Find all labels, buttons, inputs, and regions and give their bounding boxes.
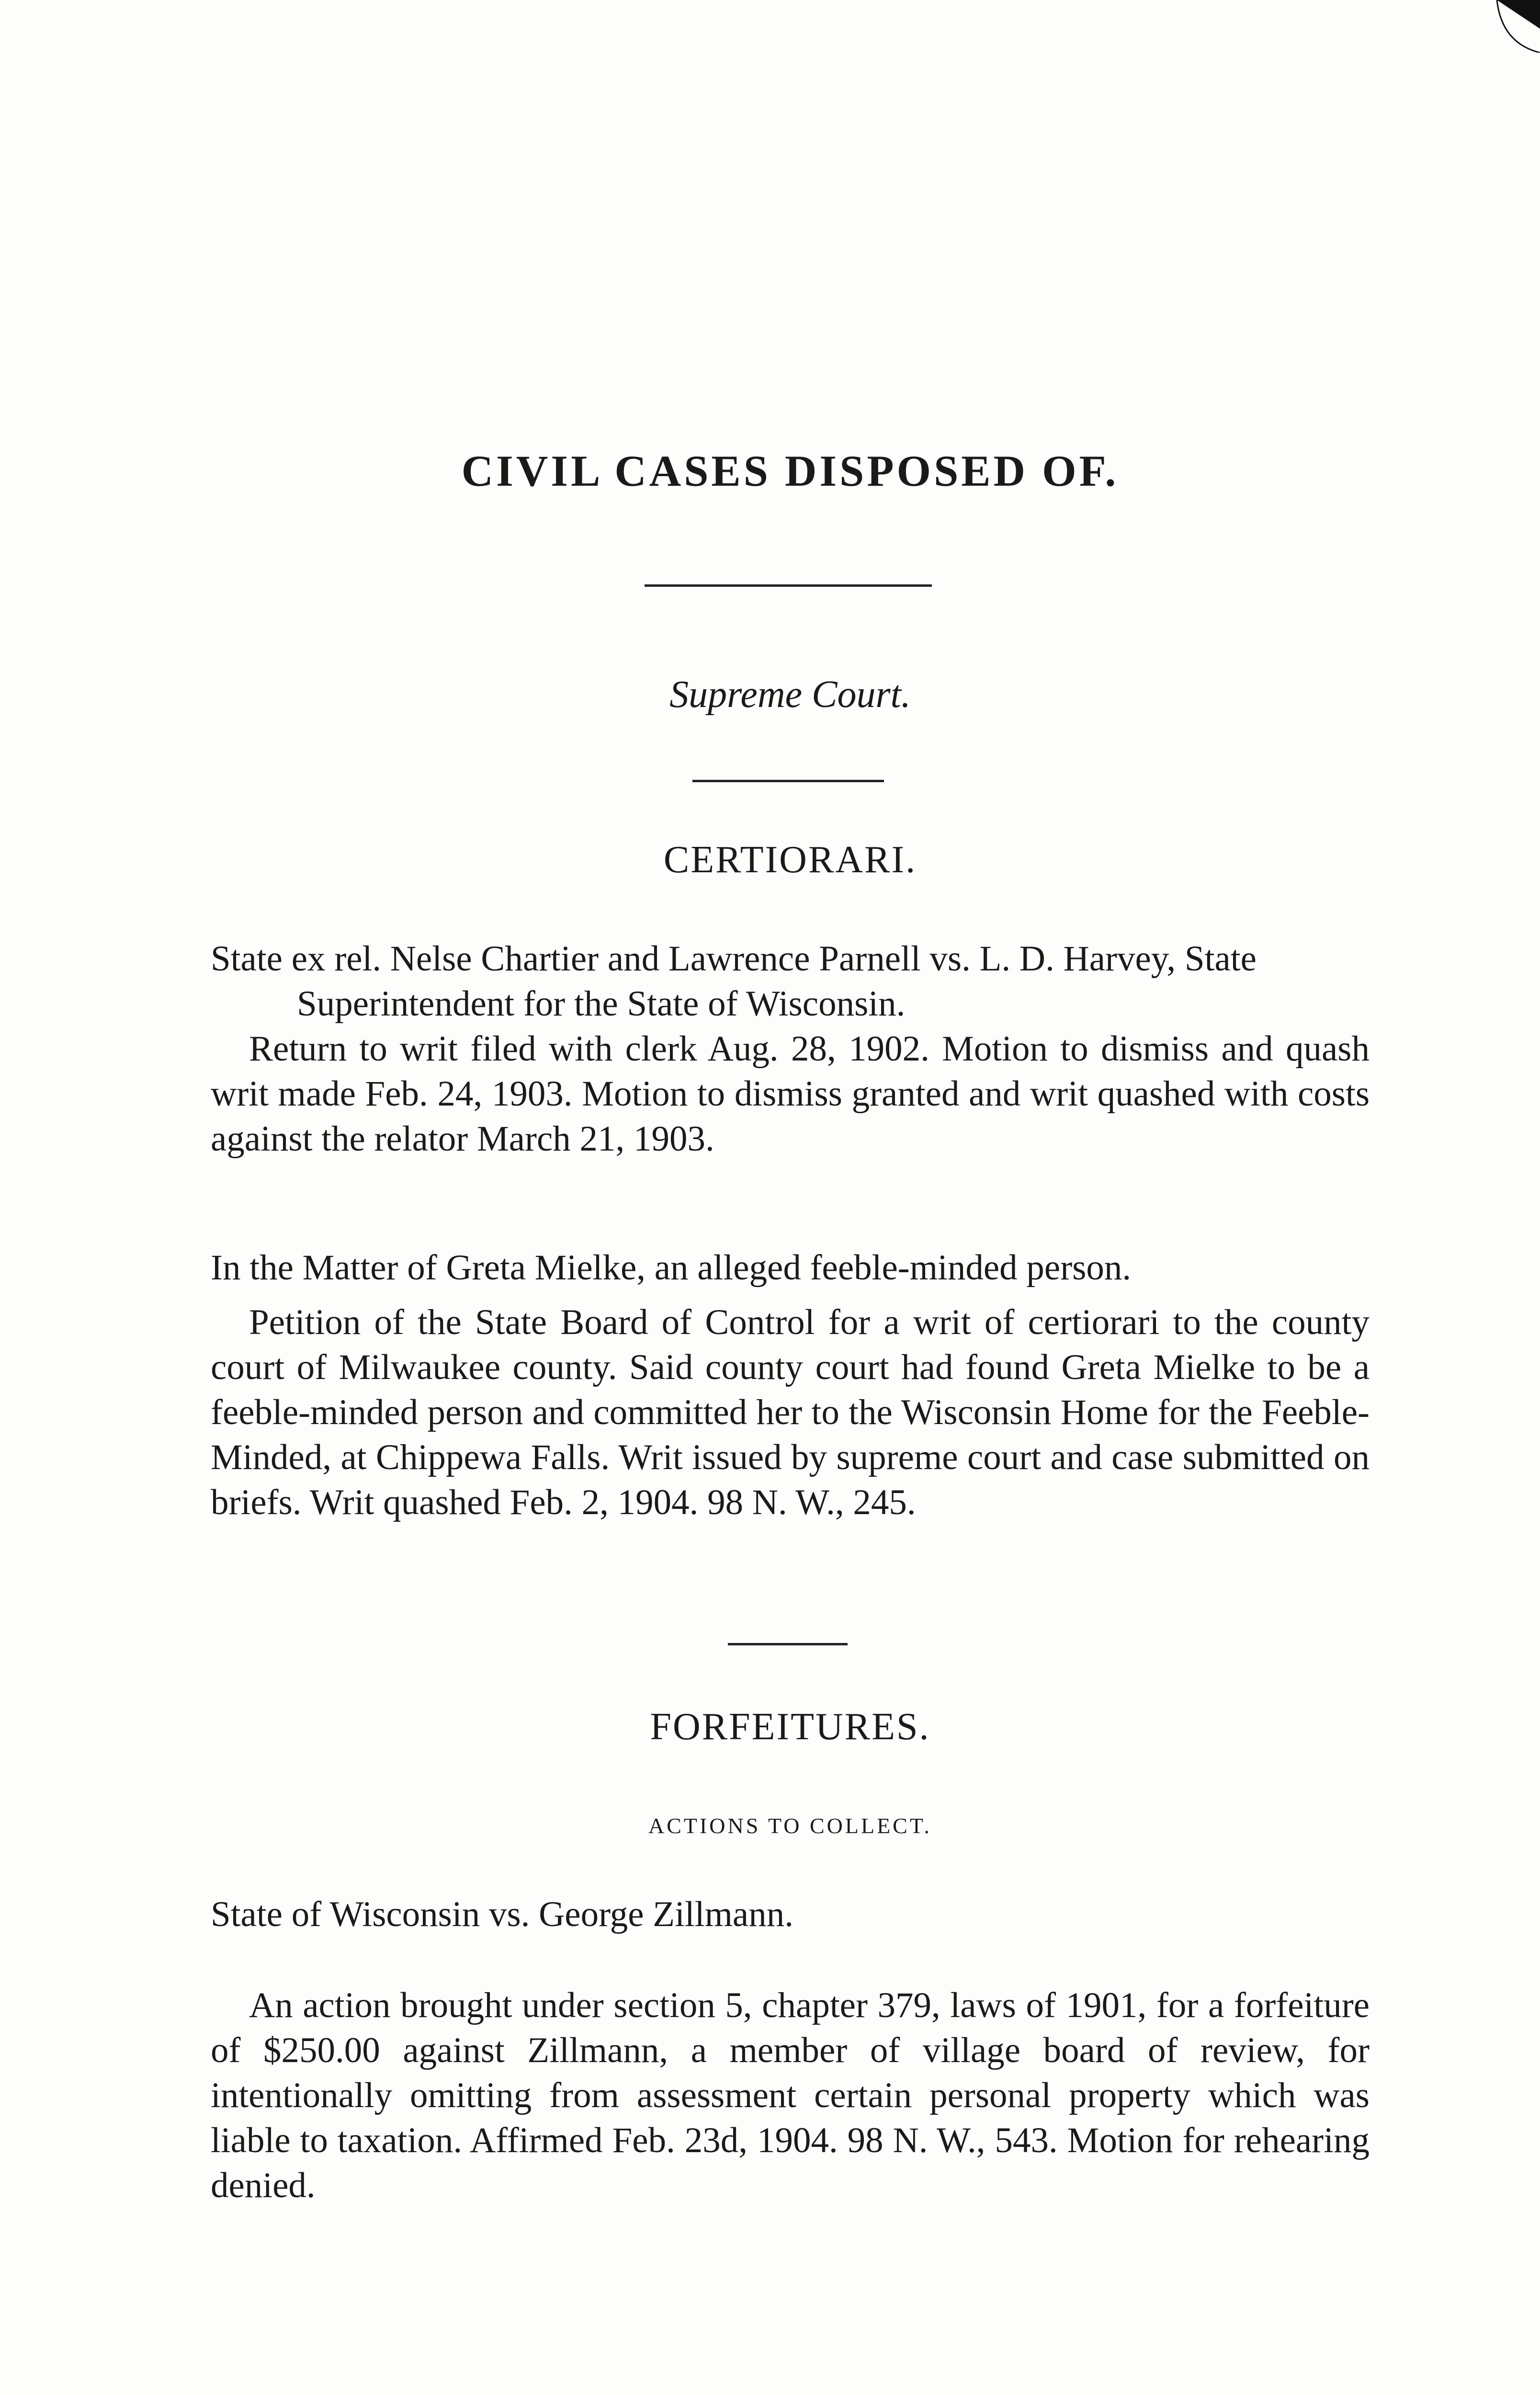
case-title: State ex rel. Nelse Chartier and Lawrence Parnell vs. L. D. Harvey, State Superintendent for the State of Wisconsin. [211, 939, 1257, 1024]
case-body: Petition of the State Board of Control for a writ of certiorari to the county court of Milwaukee county. Said county court had found Greta Mielke to be a feeble-minded person and committed her to the Wisconsin Home for the Feeble-Minded, at Chippewa Falls. Writ issued by supreme court and case submitted on briefs. Writ quashed Feb. 2, 1904. 98 N. W., 245. [211, 1302, 1370, 1522]
section-heading-forfeitures: FORFEITURES. [650, 1706, 930, 1748]
case-title: In the Matter of Greta Mielke, an alleged feeble-minded person. [211, 1248, 1132, 1288]
case-body: Return to writ filed with clerk Aug. 28, 1902. Motion to dismiss and quash writ made Feb. 24, 1903. Motion to dismiss granted and writ quashed with costs against the relator March 21, 1903. [211, 1029, 1370, 1159]
divider-rule [692, 780, 884, 782]
page-corner-mark [1487, 0, 1540, 53]
court-heading: Supreme Court. [669, 673, 911, 716]
divider-rule [645, 584, 932, 587]
case-title: State of Wisconsin vs. George Zillmann. [211, 1894, 793, 1934]
case-entry [211, 1245, 1370, 1525]
case-body: An action brought under section 5, chapter 379, laws of 1901, for a forfeiture of $250.00 against Zillmann, a member of village board of review, for intentionally omitting from assessment certain personal property which was liable to taxation. Affirmed Feb. 23d, 1904. 98 N. W., 543. Motion for rehearing denied. [211, 1985, 1370, 2205]
section-subheading: ACTIONS TO COLLECT. [648, 1813, 932, 1838]
document-page [211, 0, 1370, 2395]
case-entry [211, 936, 1370, 1162]
divider-rule [728, 1643, 848, 1645]
page-title: CIVIL CASES DISPOSED OF. [461, 446, 1119, 495]
case-entry [211, 1892, 1370, 2208]
section-heading-certiorari: CERTIORARI. [663, 839, 917, 881]
